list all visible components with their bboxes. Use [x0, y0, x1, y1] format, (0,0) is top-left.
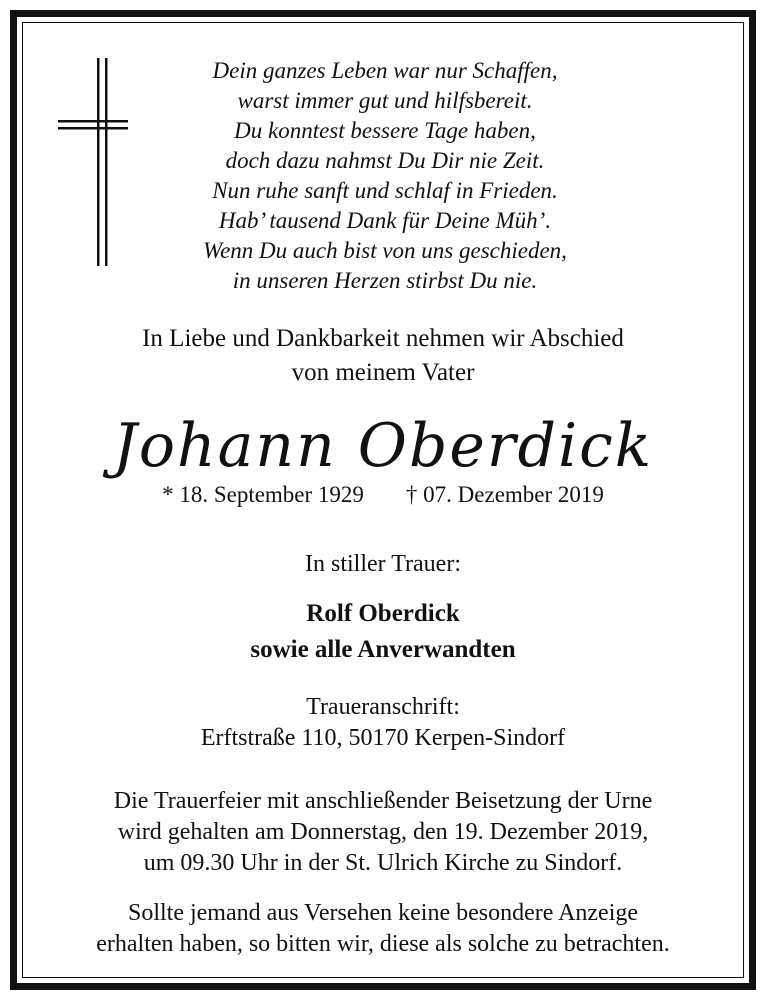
- funeral-service-info: [30, 786, 736, 879]
- poem-line: Wenn Du auch bist von uns geschieden,: [203, 238, 567, 263]
- service-line: wird gehalten am Donnerstag, den 19. Dezember 2019,: [117, 819, 649, 845]
- poem-line: Du konntest bessere Tage haben,: [234, 118, 536, 143]
- address-label: Traueranschrift:: [306, 694, 460, 720]
- intro-line: In Liebe und Dankbarkeit nehmen wir Abschied: [142, 325, 624, 352]
- intro-line: von meinem Vater: [291, 359, 475, 386]
- closing-notice: [30, 898, 736, 960]
- deceased-name: Johann Oberdick: [112, 411, 654, 481]
- poem-line: Hab’ tausend Dank für Deine Müh’.: [218, 208, 552, 233]
- service-line: um 09.30 Uhr in der St. Ulrich Kirche zu Sindorf.: [143, 850, 623, 876]
- poem: [150, 56, 620, 296]
- poem-line: doch dazu nahmst Du Dir nie Zeit.: [225, 148, 545, 173]
- poem-line: in unseren Herzen stirbst Du nie.: [232, 268, 538, 293]
- birth-date: * 18. September 1929: [162, 482, 364, 507]
- mourners-heading: In stiller Trauer:: [305, 551, 461, 577]
- notice-line: erhalten haben, so bitten wir, diese als solche zu betrachten.: [96, 931, 670, 957]
- mourners-names: [30, 596, 736, 668]
- notice-line: Sollte jemand aus Versehen keine besondere Anzeige: [127, 900, 639, 926]
- service-line: Die Trauerfeier mit anschließender Beisetzung der Urne: [113, 788, 653, 814]
- poem-line: warst immer gut und hilfsbereit.: [237, 88, 533, 113]
- mourner-line: Rolf Oberdick: [306, 600, 460, 627]
- life-dates: [30, 480, 736, 510]
- address-value: Erftstraße 110, 50170 Kerpen-Sindorf: [200, 725, 566, 751]
- poem-line: Dein ganzes Leben war nur Schaffen,: [212, 58, 558, 83]
- cross-icon: [58, 58, 128, 266]
- mourning-address: [30, 692, 736, 754]
- death-date: † 07. Dezember 2019: [405, 482, 604, 507]
- poem-line: Nun ruhe sanft und schlaf in Frieden.: [212, 178, 558, 203]
- farewell-intro: [30, 322, 736, 390]
- mourner-line: sowie alle Anverwandten: [250, 636, 516, 663]
